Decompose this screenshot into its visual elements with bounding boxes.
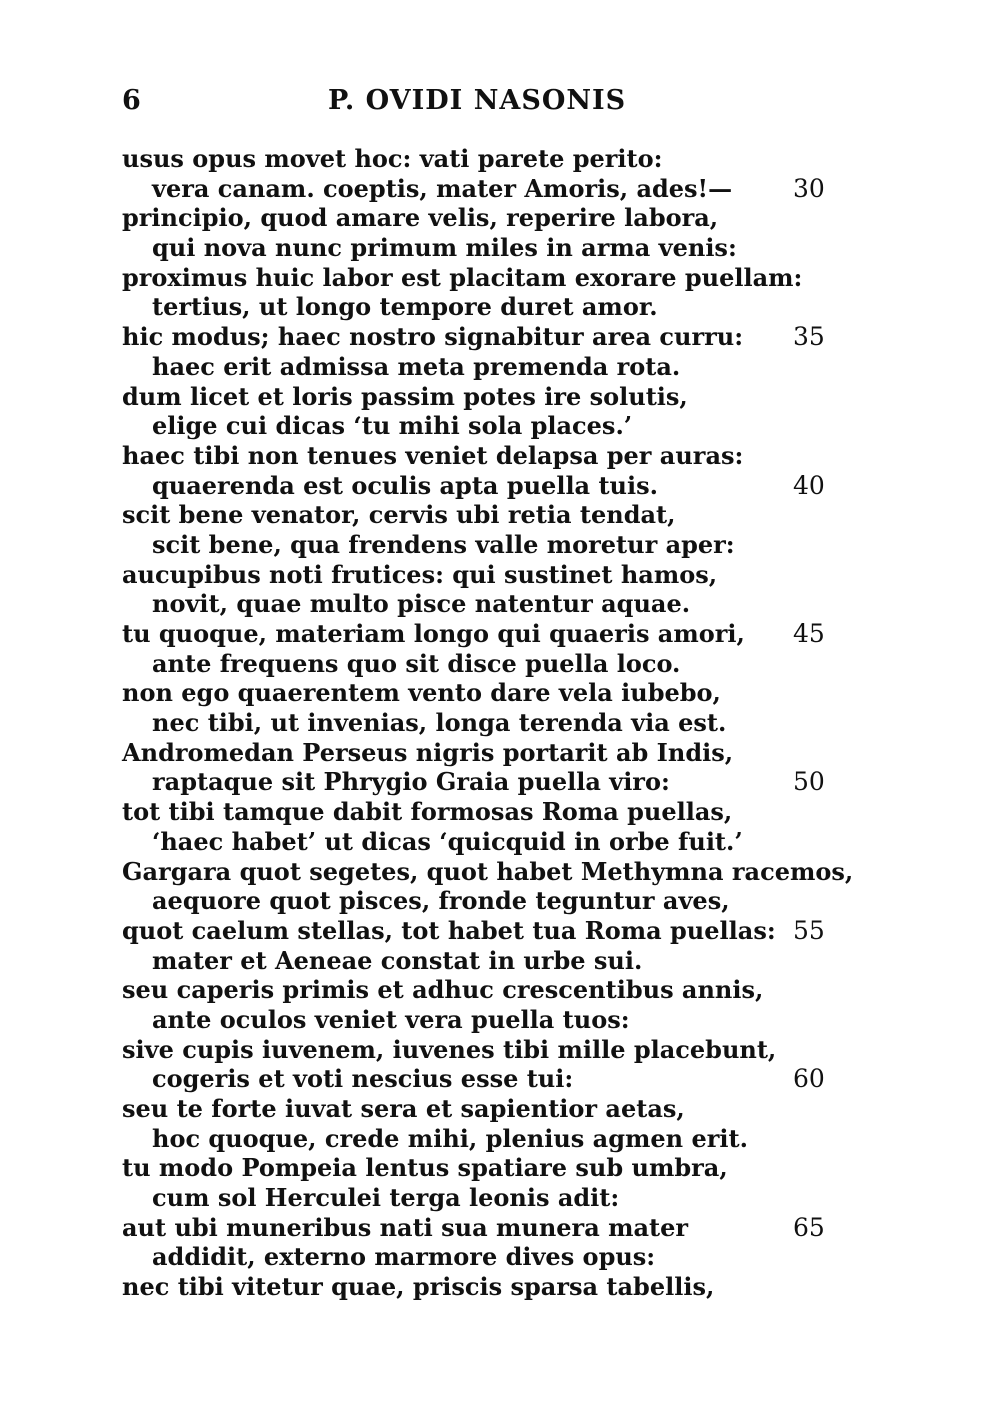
verse-text: quot caelum stellas, tot habet tua Roma puellas: [122,915,776,945]
verse-text: vera canam. coeptis, mater Amoris, ades!— [152,173,733,203]
verse-text: tu quoque, materiam longo qui quaeris amori, [122,619,745,648]
verse-text: nec tibi, ut invenias, longa terenda via est. [152,708,727,738]
verse-text: proximus huic labor est placitam exorare puellam: [122,262,803,292]
verse-line [122,1064,842,1094]
verse-text: elige cui dicas ‘tu mihi sola places.’ [152,411,633,441]
verse-text: seu caperis primis et adhuc crescentibus annis, [122,975,764,1005]
verse-line [122,352,842,382]
verse-line [122,1242,842,1272]
verse-text: Andromedan Perseus nigris portarit ab Indis, [122,737,734,767]
verse-text: ante frequens quo sit disce puella loco. [152,648,681,678]
verse-line [122,174,842,204]
poem-text [122,144,854,1302]
verse-line [122,1153,842,1183]
verse-text: haec erit admissa meta premenda rota. [152,351,681,381]
verse-line [122,1005,842,1035]
line-number: 40 [793,470,825,500]
verse-text: scit bene venator, cervis ubi retia tendat, [122,500,676,530]
verse-text: raptaque sit Phrygio Graia puella viro: [152,767,670,797]
verse-line [122,589,842,619]
verse-text: aucupibus noti frutices: qui sustinet hamos, [122,559,718,589]
verse-line [122,411,842,441]
verse-line [122,649,842,679]
verse-text: Gargara quot segetes, quot habet Methymna racemos, [122,856,854,886]
verse-line [122,946,842,976]
verse-text: dum licet et loris passim potes ire solutis, [122,381,688,411]
verse-line [122,1094,842,1124]
verse-line [122,916,842,946]
verse-line [122,203,842,233]
verse-text: qui nova nunc primum miles in arma venis: [152,233,737,263]
verse-line [122,1213,842,1243]
verse-text: seu te forte iuvat sera et sapientior aetas, [122,1094,685,1123]
verse-line [122,856,854,887]
verse-text: scit bene, qua frendens valle moretur aper: [152,529,735,559]
verse-line [122,797,842,827]
verse-text: quaerenda est oculis apta puella tuis. [152,470,658,500]
verse-text: usus opus movet hoc: vati parete perito: [122,144,663,173]
verse-text: addidit, externo marmore dives opus: [152,1242,656,1272]
verse-text: tot tibi tamque dabit formosas Roma puellas, [122,797,733,827]
verse-text: cum sol Herculei terga leonis adit: [152,1183,620,1213]
line-number: 35 [793,322,825,352]
verse-line [122,767,842,797]
verse-line [122,263,842,293]
line-number: 30 [793,173,825,203]
verse-line [122,708,842,738]
verse-line [122,471,842,501]
verse-line [122,322,842,352]
verse-text: novit, quae multo pisce natentur aquae. [152,589,691,619]
verse-text: hic modus; haec nostro signabitur area curru: [122,322,744,352]
verse-line [122,827,842,857]
verse-line [122,500,842,530]
verse-text: tu modo Pompeia lentus spatiare sub umbra, [122,1153,728,1183]
verse-text: principio, quod amare velis, reperire labora, [122,203,719,233]
verse-line [122,886,842,916]
verse-line [122,1124,842,1154]
page-number: 6 [122,85,141,116]
verse-line [122,530,842,560]
running-title: P. OVIDI NASONIS [328,85,627,116]
verse-line [122,292,842,322]
verse-line [122,619,842,649]
verse-text: aut ubi muneribus nati sua munera mater [122,1212,689,1242]
line-number: 45 [793,619,825,648]
line-number: 55 [793,915,825,945]
line-number: 65 [793,1212,825,1242]
verse-line [122,1183,842,1213]
line-number: 60 [793,1064,825,1094]
verse-text: cogeris et voti nescius esse tui: [152,1064,574,1094]
verse-line [122,678,842,708]
verse-line [122,975,842,1005]
verse-line [122,144,842,174]
verse-text: hoc quoque, crede mihi, plenius agmen erit. [152,1123,748,1153]
verse-text: sive cupis iuvenem, iuvenes tibi mille placebunt, [122,1034,777,1064]
verse-line [122,560,842,590]
verse-text: non ego quaerentem vento dare vela iubebo, [122,678,721,708]
verse-text: aequore quot pisces, fronde teguntur aves, [152,886,730,916]
verse-text: ante oculos veniet vera puella tuos: [152,1004,630,1034]
verse-line [122,738,842,768]
verse-line [122,441,842,471]
verse-line [122,382,842,412]
verse-line [122,1272,842,1302]
verse-text: tertius, ut longo tempore duret amor. [152,292,658,322]
verse-text: ‘haec habet’ ut dicas ‘quicquid in orbe fuit.’ [152,826,743,856]
verse-line [122,233,842,263]
verse-text: haec tibi non tenues veniet delapsa per auras: [122,440,744,470]
verse-text: mater et Aeneae constat in urbe sui. [152,945,643,975]
line-number: 50 [793,767,825,797]
verse-text: nec tibi vitetur quae, priscis sparsa tabellis, [122,1272,715,1302]
verse-line [122,1035,842,1065]
